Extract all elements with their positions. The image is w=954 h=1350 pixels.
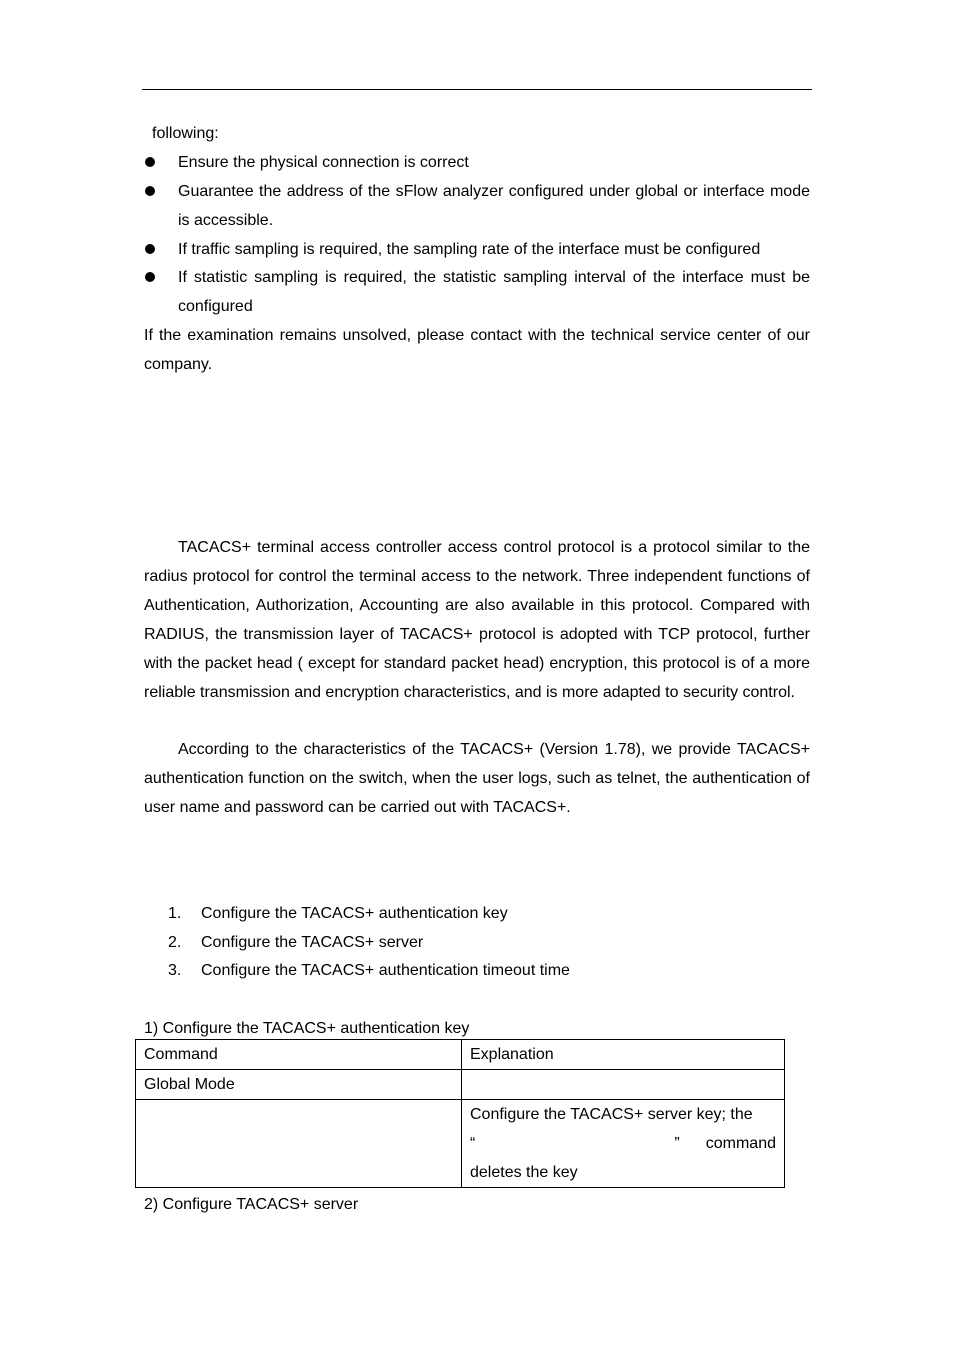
- explanation-quote-line: [470, 1129, 776, 1158]
- step2-heading: 2) Configure TACACS+ server: [144, 1196, 359, 1213]
- bullet-icon: [145, 272, 155, 282]
- header-rule: [142, 89, 812, 90]
- step-text: Configure the TACACS+ authentication key: [201, 905, 508, 922]
- bullet-icon: [145, 157, 155, 167]
- open-quote: “: [470, 1135, 476, 1152]
- command-cell: [136, 1100, 462, 1188]
- step-number: 3.: [168, 962, 182, 979]
- bullet-icon: [145, 186, 155, 196]
- step-text: Configure the TACACS+ server: [201, 934, 424, 951]
- list-item: If statistic sampling is required, the statistic sampling interval of the interface must be configured: [178, 269, 810, 315]
- mode-cell: Global Mode: [136, 1070, 462, 1100]
- explanation-cell: [462, 1100, 785, 1188]
- header-command: Command: [136, 1040, 462, 1070]
- unsolved-note: If the examination remains unsolved, please contact with the technical service center of our company.: [144, 327, 810, 373]
- tacacs-intro-paragraph: According to the characteristics of the TACACS+ (Version 1.78), we provide TACACS+ authentication function on the switch, when the user logs, such as telnet, the authentication of user name and password can be carried out with TACACS+.: [144, 741, 810, 816]
- close-quote: ”: [674, 1135, 680, 1152]
- mode-explanation-cell: [462, 1070, 785, 1100]
- explanation-line: Configure the TACACS+ server key; the: [470, 1106, 753, 1123]
- explanation-line: deletes the key: [470, 1164, 578, 1181]
- list-item: Guarantee the address of the sFlow analyzer configured under global or interface mode is accessible.: [178, 183, 810, 229]
- command-table: [135, 1039, 785, 1188]
- header-explanation: Explanation: [462, 1040, 785, 1070]
- step-text: Configure the TACACS+ authentication timeout time: [201, 962, 570, 979]
- list-item: If traffic sampling is required, the sampling rate of the interface must be configured: [178, 241, 761, 258]
- bullet-icon: [145, 244, 155, 254]
- step-number: 2.: [168, 934, 182, 951]
- step-number: 1.: [168, 905, 182, 922]
- step1-heading: 1) Configure the TACACS+ authentication key: [144, 1020, 470, 1037]
- list-item: Ensure the physical connection is correct: [178, 154, 469, 171]
- table-header-row: [136, 1040, 785, 1070]
- command-word: command: [705, 1135, 776, 1152]
- table-mode-row: [136, 1070, 785, 1100]
- tacacs-intro-paragraph: TACACS+ terminal access controller access control protocol is a protocol similar to the radius protocol for control the terminal access to the network. Three independent functions of Authentication, Authorization, Accounting are also available in this protocol. Compared with RADIUS, the transmission layer of TACACS+ protocol is adopted with TCP protocol, further with the packet head ( except for standard packet head) encryption, this protocol is of a more reliable transmission and encryption characteristics, and is more adapted to security control.: [144, 539, 810, 701]
- intro-fragment: following:: [152, 125, 219, 142]
- table-row: [136, 1100, 785, 1188]
